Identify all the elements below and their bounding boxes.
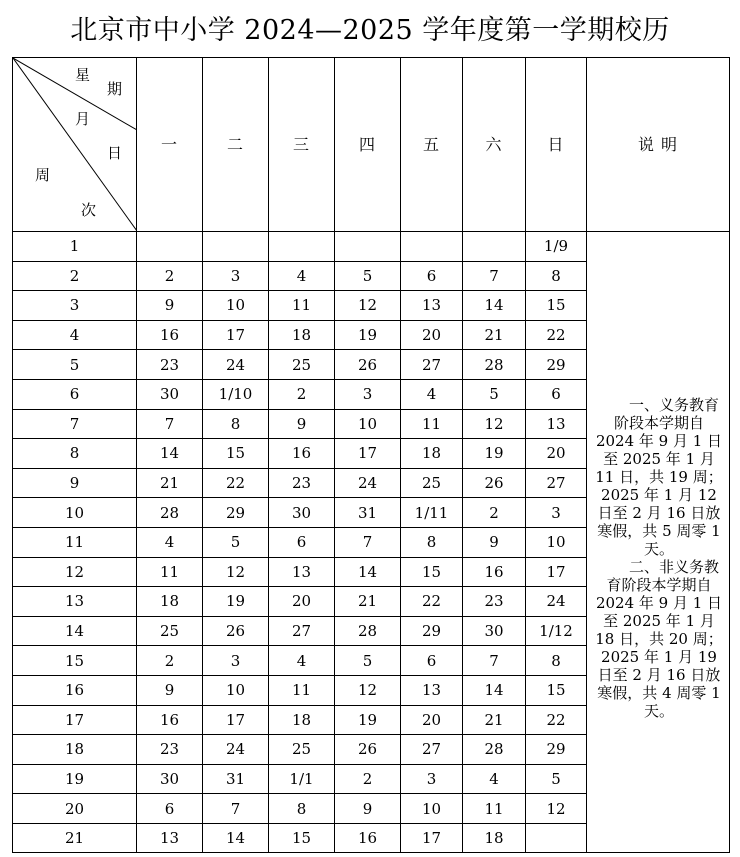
tue-cell: 29 <box>203 498 269 528</box>
header-sun: 日 <box>526 58 587 232</box>
tue-cell: 10 <box>203 291 269 321</box>
mon-cell: 30 <box>137 379 203 409</box>
tue-cell: 24 <box>203 350 269 380</box>
week-number: 6 <box>13 379 137 409</box>
sun-cell: 3 <box>526 498 587 528</box>
corner-week-2: 次 <box>81 201 97 219</box>
corner-header <box>13 58 137 232</box>
week-number: 12 <box>13 557 137 587</box>
mon-cell: 4 <box>137 527 203 557</box>
fri-cell: 20 <box>401 705 463 735</box>
tue-cell: 1/10 <box>203 379 269 409</box>
mon-cell: 25 <box>137 616 203 646</box>
thu-cell: 10 <box>335 409 401 439</box>
corner-day: 日 <box>107 144 123 162</box>
tue-cell: 7 <box>203 794 269 824</box>
week-number: 8 <box>13 439 137 469</box>
tue-cell: 19 <box>203 587 269 617</box>
sat-cell: 7 <box>463 646 526 676</box>
sat-cell: 28 <box>463 350 526 380</box>
sun-cell: 8 <box>526 646 587 676</box>
week-number: 13 <box>13 587 137 617</box>
mon-cell: 18 <box>137 587 203 617</box>
sun-cell: 6 <box>526 379 587 409</box>
thu-cell: 26 <box>335 735 401 765</box>
sun-cell: 29 <box>526 350 587 380</box>
thu-cell: 7 <box>335 527 401 557</box>
thu-cell: 17 <box>335 439 401 469</box>
wed-cell: 11 <box>269 675 335 705</box>
wed-cell: 27 <box>269 616 335 646</box>
corner-month: 月 <box>75 110 91 128</box>
sat-cell: 26 <box>463 468 526 498</box>
tue-cell: 3 <box>203 646 269 676</box>
fri-cell: 6 <box>401 261 463 291</box>
wed-cell: 4 <box>269 261 335 291</box>
sat-cell: 18 <box>463 823 526 853</box>
fri-cell: 22 <box>401 587 463 617</box>
tue-cell: 31 <box>203 764 269 794</box>
wed-cell <box>269 232 335 262</box>
wed-cell: 2 <box>269 379 335 409</box>
sat-cell: 4 <box>463 764 526 794</box>
sat-cell: 11 <box>463 794 526 824</box>
mon-cell: 11 <box>137 557 203 587</box>
sat-cell: 16 <box>463 557 526 587</box>
sun-cell: 27 <box>526 468 587 498</box>
thu-cell: 5 <box>335 646 401 676</box>
fri-cell: 20 <box>401 320 463 350</box>
wed-cell: 1/1 <box>269 764 335 794</box>
wed-cell: 25 <box>269 350 335 380</box>
sun-cell: 5 <box>526 764 587 794</box>
tue-cell: 3 <box>203 261 269 291</box>
fri-cell: 13 <box>401 675 463 705</box>
week-number: 4 <box>13 320 137 350</box>
mon-cell: 13 <box>137 823 203 853</box>
sat-cell: 30 <box>463 616 526 646</box>
wed-cell: 18 <box>269 320 335 350</box>
page-title: 北京市中小学 2024—2025 学年度第一学期校历 <box>70 15 670 46</box>
tue-cell: 17 <box>203 705 269 735</box>
sat-cell: 9 <box>463 527 526 557</box>
sun-cell: 24 <box>526 587 587 617</box>
week-number: 15 <box>13 646 137 676</box>
wed-cell: 23 <box>269 468 335 498</box>
mon-cell: 16 <box>137 320 203 350</box>
tue-cell: 15 <box>203 439 269 469</box>
mon-cell: 6 <box>137 794 203 824</box>
tue-cell: 14 <box>203 823 269 853</box>
sun-cell: 29 <box>526 735 587 765</box>
mon-cell: 14 <box>137 439 203 469</box>
thu-cell: 9 <box>335 794 401 824</box>
fri-cell: 11 <box>401 409 463 439</box>
week-number: 11 <box>13 527 137 557</box>
wed-cell: 8 <box>269 794 335 824</box>
sat-cell: 7 <box>463 261 526 291</box>
fri-cell: 4 <box>401 379 463 409</box>
fri-cell <box>401 232 463 262</box>
week-number: 16 <box>13 675 137 705</box>
wed-cell: 13 <box>269 557 335 587</box>
mon-cell: 2 <box>137 261 203 291</box>
header-sat: 六 <box>463 58 526 232</box>
fri-cell: 6 <box>401 646 463 676</box>
fri-cell: 1/11 <box>401 498 463 528</box>
sat-cell: 14 <box>463 675 526 705</box>
thu-cell: 28 <box>335 616 401 646</box>
sun-cell: 22 <box>526 705 587 735</box>
notes-cell <box>587 232 730 853</box>
thu-cell: 14 <box>335 557 401 587</box>
wed-cell: 11 <box>269 291 335 321</box>
fri-cell: 13 <box>401 291 463 321</box>
sun-cell: 13 <box>526 409 587 439</box>
mon-cell: 9 <box>137 675 203 705</box>
mon-cell: 21 <box>137 468 203 498</box>
mon-cell: 9 <box>137 291 203 321</box>
sat-cell: 21 <box>463 705 526 735</box>
header-wed: 三 <box>269 58 335 232</box>
fri-cell: 15 <box>401 557 463 587</box>
fri-cell: 27 <box>401 350 463 380</box>
week-number: 5 <box>13 350 137 380</box>
sun-cell: 12 <box>526 794 587 824</box>
wed-cell: 18 <box>269 705 335 735</box>
sun-cell: 10 <box>526 527 587 557</box>
sun-cell: 1/12 <box>526 616 587 646</box>
thu-cell: 26 <box>335 350 401 380</box>
header-notes: 说 明 <box>587 58 730 232</box>
sat-cell: 5 <box>463 379 526 409</box>
sat-cell: 12 <box>463 409 526 439</box>
thu-cell: 19 <box>335 320 401 350</box>
wed-cell: 9 <box>269 409 335 439</box>
thu-cell: 5 <box>335 261 401 291</box>
tue-cell: 10 <box>203 675 269 705</box>
fri-cell: 10 <box>401 794 463 824</box>
mon-cell: 16 <box>137 705 203 735</box>
wed-cell: 20 <box>269 587 335 617</box>
fri-cell: 25 <box>401 468 463 498</box>
corner-week-1: 周 <box>35 166 51 184</box>
week-number: 18 <box>13 735 137 765</box>
wed-cell: 15 <box>269 823 335 853</box>
fri-cell: 17 <box>401 823 463 853</box>
note-paragraph: 二、非义务教育阶段本学期自 2024 年 9 月 1 日至 2025 年 1 月 18 日，共 20 周；2025 年 1 月 19 日至 2 月 16 日放寒假，共 4 周零 1 天。 <box>595 558 723 721</box>
tue-cell: 17 <box>203 320 269 350</box>
mon-cell <box>137 232 203 262</box>
week-number: 21 <box>13 823 137 853</box>
fri-cell: 18 <box>401 439 463 469</box>
sun-cell: 15 <box>526 675 587 705</box>
sun-cell: 20 <box>526 439 587 469</box>
sat-cell: 23 <box>463 587 526 617</box>
corner-weekday-2: 期 <box>107 80 123 98</box>
thu-cell: 3 <box>335 379 401 409</box>
header-fri: 五 <box>401 58 463 232</box>
week-number: 3 <box>13 291 137 321</box>
sun-cell: 15 <box>526 291 587 321</box>
week-number: 14 <box>13 616 137 646</box>
tue-cell: 26 <box>203 616 269 646</box>
sun-cell: 8 <box>526 261 587 291</box>
week-number: 9 <box>13 468 137 498</box>
sun-cell: 22 <box>526 320 587 350</box>
thu-cell: 24 <box>335 468 401 498</box>
sun-cell: 1/9 <box>526 232 587 262</box>
week-number: 10 <box>13 498 137 528</box>
week-number: 2 <box>13 261 137 291</box>
tue-cell: 24 <box>203 735 269 765</box>
thu-cell <box>335 232 401 262</box>
sat-cell: 28 <box>463 735 526 765</box>
corner-weekday-1: 星 <box>75 66 91 84</box>
table-row <box>13 232 730 262</box>
mon-cell: 7 <box>137 409 203 439</box>
sat-cell: 2 <box>463 498 526 528</box>
week-number: 20 <box>13 794 137 824</box>
mon-cell: 2 <box>137 646 203 676</box>
thu-cell: 31 <box>335 498 401 528</box>
week-number: 7 <box>13 409 137 439</box>
sat-cell: 19 <box>463 439 526 469</box>
fri-cell: 8 <box>401 527 463 557</box>
fri-cell: 27 <box>401 735 463 765</box>
tue-cell <box>203 232 269 262</box>
header-thu: 四 <box>335 58 401 232</box>
note-paragraph: 一、义务教育阶段本学期自 2024 年 9 月 1 日至 2025 年 1 月 11 日，共 19 周；2025 年 1 月 12 日至 2 月 16 日放寒假，共 5 周零 1 天。 <box>595 396 723 559</box>
tue-cell: 5 <box>203 527 269 557</box>
fri-cell: 3 <box>401 764 463 794</box>
mon-cell: 30 <box>137 764 203 794</box>
thu-cell: 21 <box>335 587 401 617</box>
sat-cell: 21 <box>463 320 526 350</box>
header-mon: 一 <box>137 58 203 232</box>
tue-cell: 12 <box>203 557 269 587</box>
mon-cell: 23 <box>137 735 203 765</box>
wed-cell: 4 <box>269 646 335 676</box>
thu-cell: 16 <box>335 823 401 853</box>
thu-cell: 2 <box>335 764 401 794</box>
wed-cell: 6 <box>269 527 335 557</box>
thu-cell: 12 <box>335 675 401 705</box>
thu-cell: 19 <box>335 705 401 735</box>
tue-cell: 8 <box>203 409 269 439</box>
header-tue: 二 <box>203 58 269 232</box>
wed-cell: 25 <box>269 735 335 765</box>
week-number: 19 <box>13 764 137 794</box>
week-number: 1 <box>13 232 137 262</box>
tue-cell: 22 <box>203 468 269 498</box>
wed-cell: 16 <box>269 439 335 469</box>
calendar-table <box>12 57 730 853</box>
fri-cell: 29 <box>401 616 463 646</box>
mon-cell: 28 <box>137 498 203 528</box>
sun-cell <box>526 823 587 853</box>
header-row <box>13 58 730 232</box>
week-number: 17 <box>13 705 137 735</box>
mon-cell: 23 <box>137 350 203 380</box>
sat-cell <box>463 232 526 262</box>
sat-cell: 14 <box>463 291 526 321</box>
sun-cell: 17 <box>526 557 587 587</box>
thu-cell: 12 <box>335 291 401 321</box>
wed-cell: 30 <box>269 498 335 528</box>
